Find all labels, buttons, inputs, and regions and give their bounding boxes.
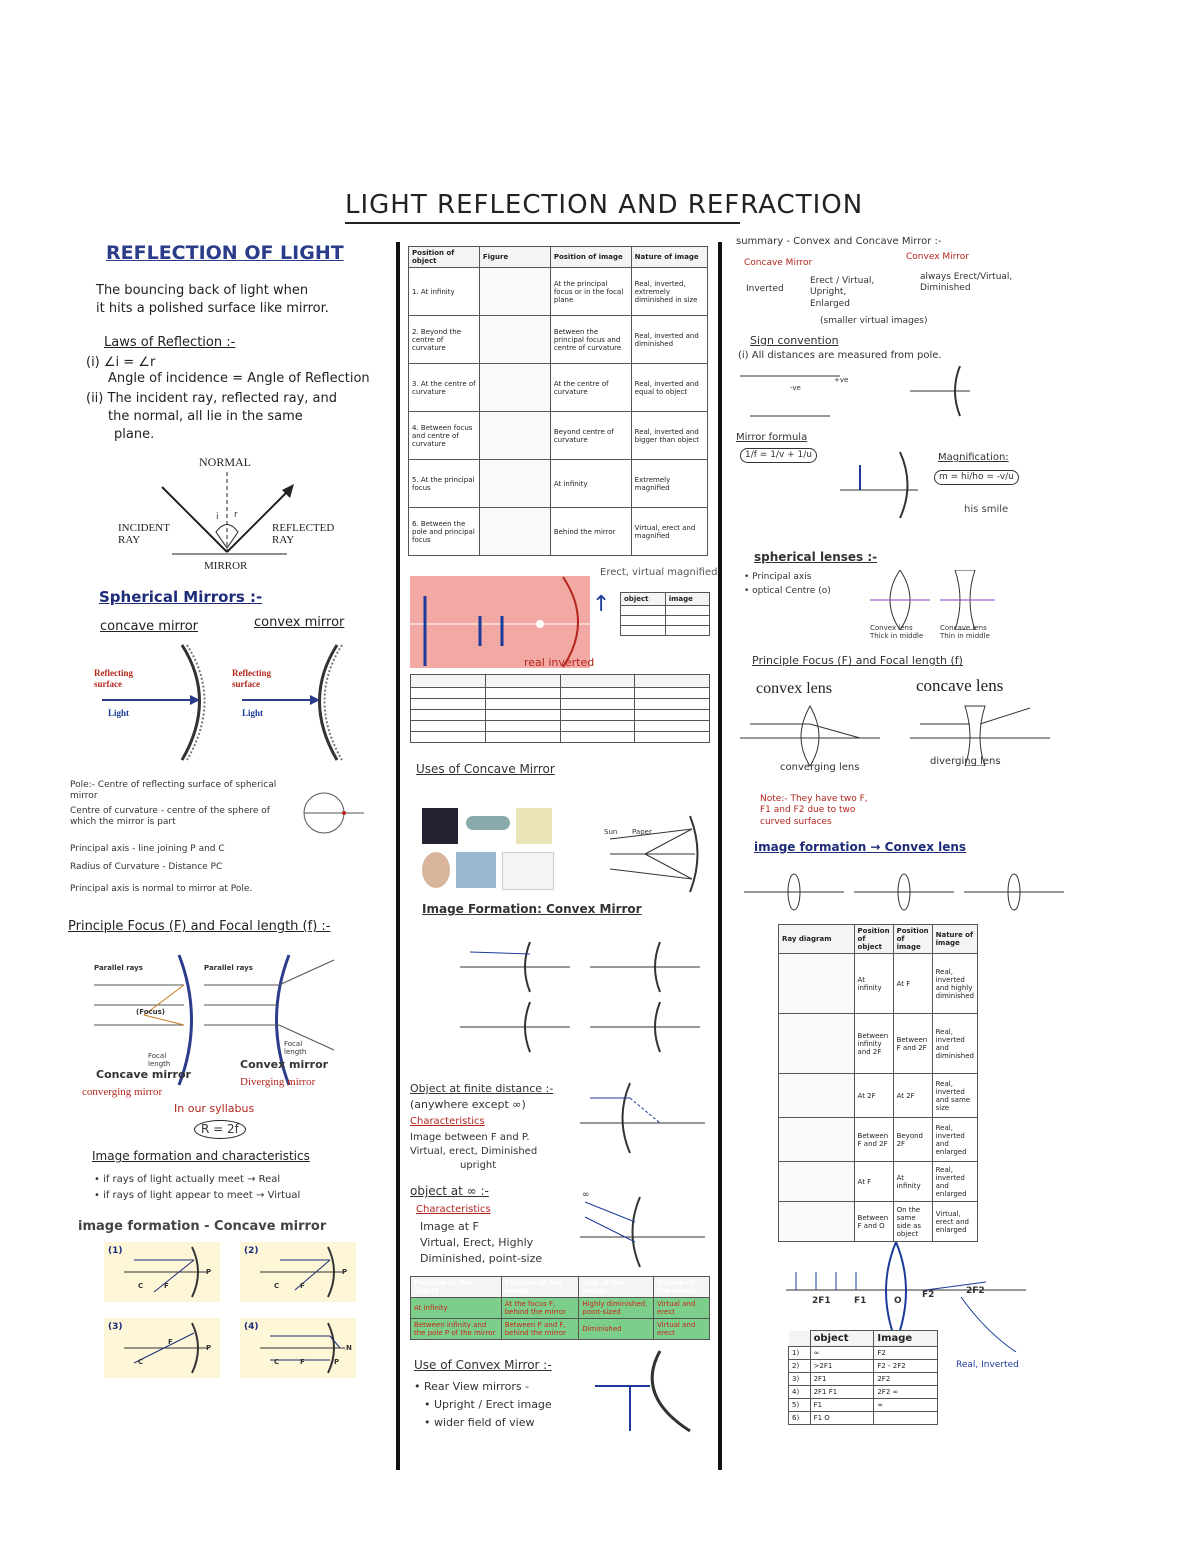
plus-ve: +ve — [834, 376, 849, 384]
reflection-definition-2: it hits a polished surface like mirror. — [96, 301, 329, 316]
law-2c: plane. — [114, 427, 155, 442]
pole-definition: Pole:- Centre of reflecting surface of spherical mirror — [70, 780, 277, 802]
oi-cell: ∞ — [810, 1347, 874, 1360]
concave-lens-caption: Concave lens Thin in middle — [940, 624, 990, 641]
oi-cell: 2) — [789, 1360, 811, 1373]
reflecting-surface-1: Reflecting surface — [94, 668, 133, 690]
pole-centre-diagram — [294, 788, 374, 838]
convex-lens-caption: Convex lens Thick in middle — [870, 624, 924, 641]
ray-diagram — [779, 954, 855, 1014]
lens-cell: Real, inverted and diminished — [932, 1014, 977, 1074]
xray-image — [422, 808, 458, 844]
uses-images — [422, 808, 552, 890]
uses-concave-heading: Uses of Concave Mirror — [416, 762, 555, 776]
convex-image-green-table — [410, 1276, 710, 1340]
ray-diagram — [779, 1118, 855, 1162]
table-cell: Beyond centre of curvature — [550, 412, 631, 460]
characteristics-2: Characteristics — [416, 1204, 491, 1215]
green-cell: Diminished — [579, 1319, 654, 1340]
diagram-4-p: P — [334, 1358, 340, 1366]
ray-diagram — [779, 1074, 855, 1118]
lens-cell: Virtual, erect and enlarged — [932, 1202, 977, 1242]
lens-header: Position of object — [854, 925, 893, 954]
lens-cell: At 2F — [854, 1074, 893, 1118]
concave-diagram-1 — [104, 1242, 220, 1302]
ray-diagram — [479, 316, 550, 364]
ray-diagram — [479, 364, 550, 412]
table-cell: Real, inverted and bigger than object — [631, 412, 707, 460]
syllabus-note: In our syllabus — [174, 1102, 255, 1115]
convex-infinity-diagram — [580, 1192, 710, 1272]
table-cell: At the centre of curvature — [550, 364, 631, 412]
table-row — [409, 268, 708, 316]
image-formation-convex: image formation → Convex lens — [754, 840, 967, 854]
up-arrow-icon: ↑ — [592, 592, 611, 617]
table-row — [409, 316, 708, 364]
convex-lens-label: convex lens — [756, 680, 832, 697]
object-finite-heading: Object at finite distance :- — [410, 1082, 554, 1095]
summary-convex: Convex Mirror — [906, 252, 969, 262]
table-cell: At the principal focus or in the focal plane — [550, 268, 631, 316]
oi-cell: 4) — [789, 1386, 811, 1399]
concave-label: concave mirror — [100, 619, 199, 634]
focus-label: (Focus) — [136, 1008, 166, 1016]
table-row — [789, 1386, 938, 1399]
table-cell: Between the principal focus and centre of curvature — [550, 316, 631, 364]
solar-image — [516, 808, 552, 844]
lens-note: Note:- They have two F, F1 and F2 due to two curved surfaces — [760, 794, 868, 827]
diverging-mirror: Diverging mirror — [240, 1076, 316, 1088]
blue-summary-table — [410, 674, 710, 743]
green-header: Position of the object — [411, 1277, 502, 1298]
normal-label: NORMAL — [199, 455, 252, 469]
principal-axis: • Principal axis — [744, 572, 812, 582]
green-cell: Virtual and erect — [654, 1298, 710, 1319]
table-row — [409, 364, 708, 412]
page-title: LIGHT REFLECTION AND REFRACTION — [345, 190, 864, 220]
oi-cell: 2F1 — [810, 1373, 874, 1386]
axis-2f2: 2F2 — [966, 1286, 985, 1296]
mini-header: object — [621, 593, 666, 606]
axis-f2: F2 — [922, 1290, 935, 1300]
r-label: r — [234, 510, 238, 520]
upright-erect: • Upright / Erect image — [424, 1398, 552, 1411]
lens-header: Nature of image — [932, 925, 977, 954]
reflection-definition-1: The bouncing back of light when — [96, 283, 309, 298]
table-cell: 2. Beyond the centre of curvature — [409, 316, 480, 364]
diagram-4-n: N — [346, 1344, 352, 1352]
axis-f1: F1 — [854, 1296, 867, 1306]
oi-cell: ∞ — [874, 1399, 938, 1412]
ray-diagram — [479, 460, 550, 508]
reflected-label: REFLECTED RAY — [272, 522, 335, 546]
axis-2f1: 2F1 — [812, 1296, 831, 1306]
lens-header: Ray diagram — [779, 925, 855, 954]
virtual-note: • if rays of light appear to meet → Virtual — [94, 1190, 301, 1201]
diagram-3-f: F — [168, 1338, 173, 1346]
diagram-2-c: C — [274, 1282, 280, 1290]
lenses-diagram — [870, 570, 1000, 630]
green-cell: Virtual and erect — [654, 1319, 710, 1340]
lens-cell: At infinity — [893, 1162, 932, 1202]
table-cell: Extremely magnified — [631, 460, 707, 508]
magnification-formula: m = hi/ho = -v/u — [934, 470, 1019, 485]
lens-cell: On the same side as object — [893, 1202, 932, 1242]
diagram-1-c: C — [138, 1282, 144, 1290]
ray-diagram — [779, 1202, 855, 1242]
convex-mirror-caption: Convex mirror — [240, 1058, 329, 1071]
concave-diagram-2 — [240, 1242, 356, 1302]
table-row — [779, 1202, 978, 1242]
solar-concentrator-diagram — [600, 814, 710, 894]
table-row — [409, 460, 708, 508]
left-column — [64, 240, 384, 1460]
oi-cell: 2F2 ∞ — [874, 1386, 938, 1399]
focal-length-2: Focal length — [284, 1040, 307, 1057]
law-2a: (ii) The incident ray, reflected ray, and — [86, 391, 338, 406]
table-cell: 3. At the centre of curvature — [409, 364, 480, 412]
object-image-mini-table — [620, 592, 710, 636]
table-row — [779, 1074, 978, 1118]
image-between: Image between F and P. — [410, 1132, 530, 1143]
mini-cell — [621, 606, 666, 616]
oi-cell: 3) — [789, 1373, 811, 1386]
virtual-erect: Virtual, erect, Diminished — [410, 1146, 538, 1157]
oi-cell — [874, 1412, 938, 1425]
diagram-4-c: C — [274, 1358, 280, 1366]
convex-lens-table — [778, 924, 978, 1242]
lens-header: Position of image — [893, 925, 932, 954]
reflecting-surface-2: Reflecting surface — [232, 668, 271, 690]
convex-label: convex mirror — [254, 615, 345, 630]
convex-formation-diagrams — [460, 932, 700, 1062]
table-cell: 4. Between focus and centre of curvature — [409, 412, 480, 460]
lens-cell: Real, inverted and same size — [932, 1074, 977, 1118]
concave-image-table — [408, 246, 708, 556]
summary-always-virtual: always Erect/Virtual, Diminished — [920, 272, 1013, 294]
object-infinity-heading: object at ∞ :- — [410, 1184, 489, 1198]
col-header: Position of object — [409, 247, 480, 268]
lens-cell: Real, inverted and enlarged — [932, 1162, 977, 1202]
table-row — [789, 1412, 938, 1425]
rear-view-diagram — [590, 1346, 710, 1436]
law-1a: (i) ∠i = ∠r — [86, 355, 156, 370]
lens-cell: Beyond 2F — [893, 1118, 932, 1162]
sign-convention: Sign convention — [750, 334, 839, 347]
real-note: • if rays of light actually meet → Real — [94, 1174, 281, 1185]
summary-inverted: Inverted — [746, 284, 784, 294]
sign-convention-diagram — [740, 366, 980, 426]
torch-image — [466, 816, 510, 830]
ray-diagram — [779, 1014, 855, 1074]
table-row — [779, 1118, 978, 1162]
mini-header: image — [665, 593, 709, 606]
table-row — [779, 1014, 978, 1074]
green-header: Size of the image — [579, 1277, 654, 1298]
diagram-2-p: P — [342, 1268, 348, 1276]
radius-definition: Radius of Curvature - Distance PC — [70, 862, 223, 872]
table-cell: Behind the mirror — [550, 508, 631, 556]
real-inverted-note: real inverted — [524, 656, 595, 669]
rear-view: • Rear View mirrors - — [414, 1380, 530, 1393]
image-char-heading: Image formation and characteristics — [92, 1149, 310, 1163]
oi-cell: 2F1 F1 — [810, 1386, 874, 1399]
col-header: Position of image — [550, 247, 631, 268]
law-2b: the normal, all lie in the same — [108, 409, 303, 424]
oi-header: object — [810, 1331, 874, 1347]
paper-label: Paper — [632, 828, 652, 836]
concave-formation-heading: image formation - Concave mirror — [78, 1219, 327, 1234]
mini-cell — [621, 626, 666, 636]
laws-heading: Laws of Reflection :- — [104, 335, 236, 350]
r-equals-2f: R = 2f — [194, 1120, 246, 1139]
summary-smaller: (smaller virtual images) — [820, 316, 928, 326]
table-cell: At infinity — [550, 460, 631, 508]
table-cell: Real, inverted, extremely diminished in size — [631, 268, 707, 316]
oi-cell: 1) — [789, 1347, 811, 1360]
table-cell: Real, inverted and equal to object — [631, 364, 707, 412]
parallel-rays-2: Parallel rays — [204, 964, 253, 972]
green-header: Position of the image — [501, 1277, 579, 1298]
concave-mirror-caption: Concave mirror — [96, 1068, 191, 1081]
law-1b: Angle of incidence = Angle of Reflection — [108, 371, 370, 386]
diverging-lens: diverging lens — [930, 756, 1001, 767]
axis-o: O — [894, 1296, 902, 1306]
table-cell: Real, inverted and diminished — [631, 316, 707, 364]
mini-cell — [665, 606, 709, 616]
mini-cell — [621, 616, 666, 626]
infinity-symbol: ∞ — [582, 1190, 590, 1200]
concave-lens-label: concave lens — [916, 676, 1004, 695]
diagram-3-c: C — [138, 1358, 144, 1366]
ray-diagram — [479, 268, 550, 316]
table-row — [779, 954, 978, 1014]
sun-label: Sun — [604, 828, 618, 836]
table-row — [409, 508, 708, 556]
diminished-point: Diminished, point-size — [420, 1252, 543, 1265]
concave-diagram-4 — [240, 1318, 356, 1378]
i-label: i — [216, 512, 219, 522]
title-underline — [345, 222, 740, 224]
light-label-2: Light — [242, 708, 264, 718]
lens-cell: Between F and O — [854, 1202, 893, 1242]
summary-erect-virtual: Erect / Virtual, Upright, Enlarged — [810, 276, 875, 309]
lens-cell: At infinity — [854, 954, 893, 1014]
oi-cell: 6) — [789, 1412, 811, 1425]
diagram-3-label: (3) — [108, 1322, 123, 1332]
concave-diagram-3 — [104, 1318, 220, 1378]
real-inverted-label: Real, Inverted — [956, 1360, 1019, 1370]
oi-header: Image — [874, 1331, 938, 1347]
table-row — [411, 1298, 710, 1319]
erect-virtual-note: Erect, virtual magnified — [600, 567, 718, 578]
col-header: Nature of image — [631, 247, 707, 268]
principle-focus-heading: Principle Focus (F) and Focal length (f) — [752, 654, 963, 667]
principal-axis-def: Principal axis - line joining P and C — [70, 844, 225, 854]
middle-column — [396, 242, 722, 1470]
table-row — [789, 1373, 938, 1386]
diagram-1-p: P — [206, 1268, 212, 1276]
image-at-f: Image at F — [420, 1220, 479, 1233]
mirror-formula-diagram — [840, 450, 920, 520]
table-row — [409, 412, 708, 460]
object-image-table — [788, 1330, 938, 1425]
diagram-3-p: P — [206, 1344, 212, 1352]
dentist-image — [456, 852, 496, 888]
table-cell: Virtual, erect and magnified — [631, 508, 707, 556]
oi-cell: 5) — [789, 1399, 811, 1412]
oi-cell: F1 O — [810, 1412, 874, 1425]
parallel-rays-1: Parallel rays — [94, 964, 143, 972]
table-cell: 5. At the principal focus — [409, 460, 480, 508]
mirror-image — [502, 852, 554, 890]
col-header: Figure — [479, 247, 550, 268]
oi-cell: >2F1 — [810, 1360, 874, 1373]
diagram-2-f: F — [300, 1282, 305, 1290]
oi-cell: F1 — [810, 1399, 874, 1412]
green-cell: At infinity — [411, 1298, 502, 1319]
reflection-heading: REFLECTION OF LIGHT — [106, 242, 344, 264]
ray-diagram — [479, 508, 550, 556]
table-cell: 1. At infinity — [409, 268, 480, 316]
spherical-heading: Spherical Mirrors :- — [99, 588, 263, 606]
converging-mirror: converging mirror — [82, 1086, 163, 1098]
mini-cell — [665, 616, 709, 626]
focal-length-1: Focal length — [148, 1052, 171, 1069]
converging-lens: converging lens — [780, 762, 860, 773]
focus-heading: Principle Focus (F) and Focal length (f) :- — [68, 919, 331, 934]
lens-cell: Real, inverted and enlarged — [932, 1118, 977, 1162]
lens-cell: Real, inverted and highly diminished — [932, 954, 977, 1014]
summary-heading: summary - Convex and Concave Mirror :- — [736, 236, 942, 247]
green-cell: Between infinity and the pole P of the mirror — [411, 1319, 502, 1340]
convex-lens-mini-diagrams — [744, 872, 1064, 912]
ray-diagram — [779, 1162, 855, 1202]
principal-axis-note: Principal axis is normal to mirror at Pole. — [70, 884, 253, 894]
upright-label: upright — [460, 1160, 497, 1171]
diagram-1-f: F — [164, 1282, 169, 1290]
spherical-mirrors-diagram — [92, 640, 382, 770]
right-column — [730, 232, 1060, 1462]
green-cell: At the focus F, behind the mirror — [501, 1298, 579, 1319]
characteristics-1: Characteristics — [410, 1116, 485, 1127]
oi-cell: 2F2 — [874, 1373, 938, 1386]
lens-cell: At F — [893, 954, 932, 1014]
diagram-1-label: (1) — [108, 1246, 123, 1256]
mirror-label: MIRROR — [204, 560, 248, 572]
green-header: Nature of the image — [654, 1277, 710, 1298]
diagram-4-f: F — [300, 1358, 305, 1366]
lens-cell: Between infinity and 2F — [854, 1014, 893, 1074]
green-cell: Highly diminished, point-sized — [579, 1298, 654, 1319]
his-smile: his smile — [964, 504, 1009, 515]
convex-formation-heading: Image Formation: Convex Mirror — [422, 902, 642, 916]
formula: 1/f = 1/v + 1/u — [740, 448, 817, 463]
convex-use-heading: Use of Convex Mirror :- — [414, 1358, 552, 1372]
lens-cell: Between F and 2F — [893, 1014, 932, 1074]
mirror-formula: Mirror formula — [736, 432, 808, 443]
lens-cell: At F — [854, 1162, 893, 1202]
minus-ve: -ve — [790, 384, 801, 392]
object-finite-sub: (anywhere except ∞) — [410, 1098, 526, 1111]
incident-label: INCIDENT RAY — [118, 522, 170, 546]
table-row — [789, 1399, 938, 1412]
oi-cell: F2 - 2F2 — [874, 1360, 938, 1373]
magnification-label: Magnification: — [938, 452, 1009, 463]
lens-cell: At 2F — [893, 1074, 932, 1118]
ray-diagram — [479, 412, 550, 460]
lens-focus-diagrams — [740, 702, 1050, 766]
light-label-1: Light — [108, 708, 130, 718]
diagram-4-label: (4) — [244, 1322, 259, 1332]
table-cell: 6. Between the pole and principal focus — [409, 508, 480, 556]
sign-note: (i) All distances are measured from pole. — [738, 350, 942, 361]
table-row — [789, 1347, 938, 1360]
wider-field: • wider field of view — [424, 1416, 535, 1429]
lens-cell: Between F and 2F — [854, 1118, 893, 1162]
summary-concave: Concave Mirror — [744, 258, 813, 268]
face-image — [422, 852, 450, 888]
table-row — [779, 1162, 978, 1202]
table-row — [789, 1360, 938, 1373]
mini-cell — [665, 626, 709, 636]
centre-definition: Centre of curvature - centre of the sphere of which the mirror is part — [70, 806, 270, 828]
virtual-erect-highly: Virtual, Erect, Highly — [420, 1236, 534, 1249]
oi-cell: F2 — [874, 1347, 938, 1360]
spherical-lenses-heading: spherical lenses :- — [754, 550, 878, 564]
diagram-2-label: (2) — [244, 1246, 259, 1256]
green-cell: Between P and F, behind the mirror — [501, 1319, 579, 1340]
table-row — [411, 1319, 710, 1340]
optical-centre: • optical Centre (o) — [744, 586, 831, 596]
convex-finite-diagram — [580, 1078, 710, 1158]
